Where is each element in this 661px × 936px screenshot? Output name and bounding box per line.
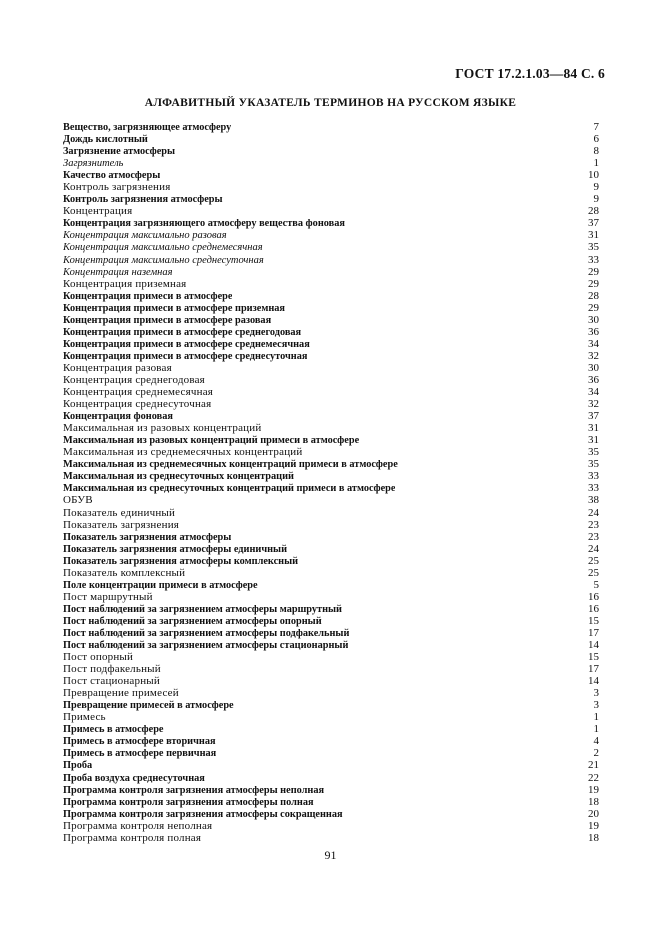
- index-page-ref: 9: [593, 193, 599, 206]
- index-entry: [63, 446, 599, 458]
- index-term: Пост наблюдений за загрязнением атмосферы маршрутный: [63, 603, 342, 615]
- index-page-ref: 32: [588, 349, 599, 362]
- index-page-ref: 28: [588, 289, 599, 302]
- index-term: Показатель комплексный: [63, 566, 186, 579]
- index-entry: [63, 133, 599, 145]
- index-page-ref: 37: [588, 217, 599, 230]
- index-term: Дождь кислотный: [63, 134, 148, 146]
- index-page-ref: 2: [593, 747, 599, 760]
- index-term: Концентрация фоновая: [63, 411, 173, 423]
- index-entry: [63, 326, 599, 338]
- index-page-ref: 31: [588, 229, 599, 242]
- index-entry: [63, 808, 599, 820]
- index-page-ref: 9: [593, 181, 599, 194]
- index-term: Превращение примесей в атмосфере: [63, 700, 234, 712]
- index-entry: [63, 615, 599, 627]
- index-page-ref: 31: [588, 422, 599, 435]
- index-term: Концентрация разовая: [63, 361, 172, 374]
- index-entry: [63, 193, 599, 205]
- index-entry: [63, 254, 599, 266]
- index-entry: [63, 278, 599, 290]
- index-entry: [63, 410, 599, 422]
- index-term: Концентрация примеси в атмосфере среднесуточная: [63, 350, 308, 362]
- index-page-ref: 28: [588, 205, 599, 218]
- index-page-ref: 30: [588, 313, 599, 326]
- index-page-ref: 38: [588, 494, 599, 507]
- index-page-ref: 7: [593, 121, 599, 133]
- index-entry: [63, 519, 599, 531]
- index-entry: [63, 567, 599, 579]
- index-entry: [63, 374, 599, 386]
- index-term: Показатель загрязнения атмосферы единичный: [63, 543, 288, 555]
- index-page-ref: 16: [588, 602, 599, 615]
- index-entry: [63, 338, 599, 350]
- index-entry: [63, 181, 599, 193]
- index-term: Пост наблюдений за загрязнением атмосферы стационарный: [63, 640, 349, 652]
- index-page-ref: 35: [588, 446, 599, 459]
- index-entry: [63, 555, 599, 567]
- index-entry: [63, 832, 599, 844]
- index-page-ref: 6: [593, 133, 599, 146]
- index-entry: [63, 507, 599, 519]
- index-term: Пост наблюдений за загрязнением атмосферы опорный: [63, 615, 322, 627]
- index-page-ref: 10: [588, 169, 599, 182]
- index-entry: [63, 434, 599, 446]
- index-page-ref: 36: [588, 325, 599, 338]
- index-term: Концентрация загрязняющего атмосферу вещества фоновая: [63, 218, 345, 230]
- index-term: Максимальная из среднемесячных концентраций: [63, 446, 303, 459]
- index-term: Проба: [63, 760, 93, 772]
- index-page-ref: 8: [593, 145, 599, 158]
- index-entry: [63, 723, 599, 735]
- index-term: Концентрация примеси в атмосфере среднегодовая: [63, 326, 302, 338]
- index-page-ref: 19: [588, 783, 599, 796]
- index-term: Максимальная из среднесуточных концентраций примеси в атмосфере: [63, 483, 396, 495]
- index-page-ref: 33: [588, 470, 599, 483]
- index-entry: [63, 470, 599, 482]
- index-term: Пост наблюдений за загрязнением атмосферы подфакельный: [63, 627, 350, 639]
- index-term: Загрязнение атмосферы: [63, 146, 176, 158]
- index-entry: [63, 494, 599, 506]
- index-term: Программа контроля загрязнения атмосферы полная: [63, 796, 314, 808]
- index-entry: [63, 205, 599, 217]
- index-entry: [63, 591, 599, 603]
- index-page-ref: 1: [593, 157, 599, 170]
- index-page-ref: 17: [588, 663, 599, 676]
- index-entry: [63, 675, 599, 687]
- index-page-ref: 1: [593, 723, 599, 736]
- index-page-ref: 30: [588, 361, 599, 374]
- term-index: [63, 121, 599, 844]
- index-entry: [63, 820, 599, 832]
- index-term: Концентрация среднемесячная: [63, 386, 214, 399]
- index-term: Проба воздуха среднесуточная: [63, 772, 205, 784]
- index-term: Концентрация среднегодовая: [63, 373, 205, 386]
- index-term: Превращение примесей: [63, 687, 179, 700]
- index-term: ОБУВ: [63, 494, 93, 507]
- index-entry: [63, 772, 599, 784]
- index-term: Показатель загрязнения: [63, 518, 180, 531]
- index-page-ref: 33: [588, 482, 599, 495]
- index-page-ref: 29: [588, 277, 599, 290]
- index-entry: [63, 217, 599, 229]
- index-page-ref: 14: [588, 675, 599, 688]
- index-page-ref: 21: [588, 759, 599, 772]
- index-page-ref: 14: [588, 639, 599, 652]
- index-term: Максимальная из среднемесячных концентраций примеси в атмосфере: [63, 459, 398, 471]
- index-term: Пост опорный: [63, 651, 134, 664]
- index-entry: [63, 350, 599, 362]
- index-term: Максимальная из среднесуточных концентраций: [63, 471, 294, 483]
- index-entry: [63, 627, 599, 639]
- index-entry: [63, 229, 599, 241]
- index-page-ref: 17: [588, 626, 599, 639]
- index-term: Программа контроля загрязнения атмосферы сокращенная: [63, 808, 343, 820]
- index-page-ref: 32: [588, 398, 599, 411]
- index-entry: [63, 386, 599, 398]
- index-term: Концентрация примеси в атмосфере разовая: [63, 314, 272, 326]
- index-term: Загрязнитель: [63, 158, 124, 170]
- index-term: Концентрация наземная: [63, 266, 173, 278]
- index-page-ref: 5: [593, 578, 599, 591]
- index-entry: [63, 241, 599, 253]
- index-page-ref: 23: [588, 518, 599, 531]
- index-term: Поле концентрации примеси в атмосфере: [63, 579, 258, 591]
- index-entry: [63, 579, 599, 591]
- index-term: Максимальная из разовых концентраций примеси в атмосфере: [63, 435, 360, 447]
- index-term: Контроль загрязнения: [63, 181, 171, 194]
- index-page-ref: 20: [588, 807, 599, 820]
- index-page-ref: 1: [593, 711, 599, 724]
- index-term: Концентрация примеси в атмосфере приземная: [63, 302, 285, 314]
- index-term: Программа контроля загрязнения атмосферы неполная: [63, 784, 325, 796]
- index-entry: [63, 747, 599, 759]
- index-term: Показатель загрязнения атмосферы комплексный: [63, 555, 299, 567]
- index-entry: [63, 266, 599, 278]
- index-term: Примесь: [63, 711, 106, 724]
- index-entry: [63, 651, 599, 663]
- index-page-ref: 15: [588, 651, 599, 664]
- index-page-ref: 33: [588, 253, 599, 266]
- index-entry: [63, 482, 599, 494]
- index-page-ref: 24: [588, 506, 599, 519]
- document-reference: ГОСТ 17.2.1.03—84 С. 6: [455, 66, 605, 81]
- index-page-ref: 34: [588, 337, 599, 350]
- index-page-ref: 15: [588, 614, 599, 627]
- index-entry: [63, 290, 599, 302]
- index-entry: [63, 639, 599, 651]
- index-entry: [63, 157, 599, 169]
- index-term: Показатель загрязнения атмосферы: [63, 531, 232, 543]
- index-page-ref: 35: [588, 458, 599, 471]
- index-term: Концентрация максимально среднемесячная: [63, 242, 263, 254]
- index-page-ref: 37: [588, 410, 599, 423]
- index-page-ref: 34: [588, 386, 599, 399]
- index-entry: [63, 314, 599, 326]
- index-entry: [63, 362, 599, 374]
- index-page-ref: 4: [593, 735, 599, 748]
- index-entry: [63, 145, 599, 157]
- index-entry: [63, 531, 599, 543]
- index-term: Концентрация среднесуточная: [63, 398, 212, 411]
- index-term: Концентрация максимально разовая: [63, 230, 227, 242]
- index-page-ref: 25: [588, 554, 599, 567]
- index-page-ref: 24: [588, 542, 599, 555]
- index-entry: [63, 711, 599, 723]
- index-entry: [63, 169, 599, 181]
- index-term: Качество атмосферы: [63, 170, 161, 182]
- index-page-ref: 29: [588, 301, 599, 314]
- index-term: Максимальная из разовых концентраций: [63, 422, 262, 435]
- index-term: Пост стационарный: [63, 675, 160, 688]
- index-entry: [63, 422, 599, 434]
- index-term: Пост маршрутный: [63, 590, 153, 603]
- index-page-ref: 18: [588, 795, 599, 808]
- index-term: Концентрация примеси в атмосфере среднемесячная: [63, 338, 310, 350]
- index-entry: [63, 759, 599, 771]
- index-page-ref: 31: [588, 434, 599, 447]
- index-term: Пост подфакельный: [63, 663, 161, 676]
- index-page-ref: 23: [588, 530, 599, 543]
- index-term: Примесь в атмосфере первичная: [63, 748, 217, 760]
- index-entry: [63, 663, 599, 675]
- index-page-ref: 3: [593, 687, 599, 700]
- index-entry: [63, 603, 599, 615]
- index-term: Концентрация максимально среднесуточная: [63, 254, 264, 266]
- index-term: Контроль загрязнения атмосферы: [63, 194, 223, 206]
- index-entry: [63, 458, 599, 470]
- index-page-ref: 22: [588, 771, 599, 784]
- index-entry: [63, 543, 599, 555]
- index-entry: [63, 784, 599, 796]
- index-page-ref: 25: [588, 566, 599, 579]
- index-page-ref: 3: [593, 699, 599, 712]
- index-entry: [63, 735, 599, 747]
- index-entry: [63, 699, 599, 711]
- index-term: Концентрация приземная: [63, 277, 187, 290]
- page-number: 91: [324, 848, 337, 862]
- index-term: Концентрация: [63, 205, 133, 218]
- index-term: Примесь в атмосфере: [63, 724, 164, 736]
- index-term: Показатель единичный: [63, 506, 176, 519]
- index-entry: [63, 687, 599, 699]
- index-term: Вещество, загрязняющее атмосферу: [63, 122, 232, 133]
- index-entry: [63, 302, 599, 314]
- index-term: Программа контроля неполная: [63, 819, 213, 832]
- index-entry: [63, 398, 599, 410]
- index-page-ref: 35: [588, 241, 599, 254]
- index-entry: [63, 121, 599, 133]
- index-page-ref: 29: [588, 265, 599, 278]
- index-page-ref: 36: [588, 373, 599, 386]
- index-title: АЛФАВИТНЫЙ УКАЗАТЕЛЬ ТЕРМИНОВ НА РУССКОМ ЯЗЫКЕ: [144, 97, 517, 109]
- index-page-ref: 19: [588, 819, 599, 832]
- index-page-ref: 18: [588, 831, 599, 844]
- index-entry: [63, 796, 599, 808]
- index-page-ref: 16: [588, 590, 599, 603]
- index-term: Концентрация примеси в атмосфере: [63, 290, 233, 302]
- index-term: Программа контроля полная: [63, 831, 202, 844]
- index-term: Примесь в атмосфере вторичная: [63, 736, 216, 748]
